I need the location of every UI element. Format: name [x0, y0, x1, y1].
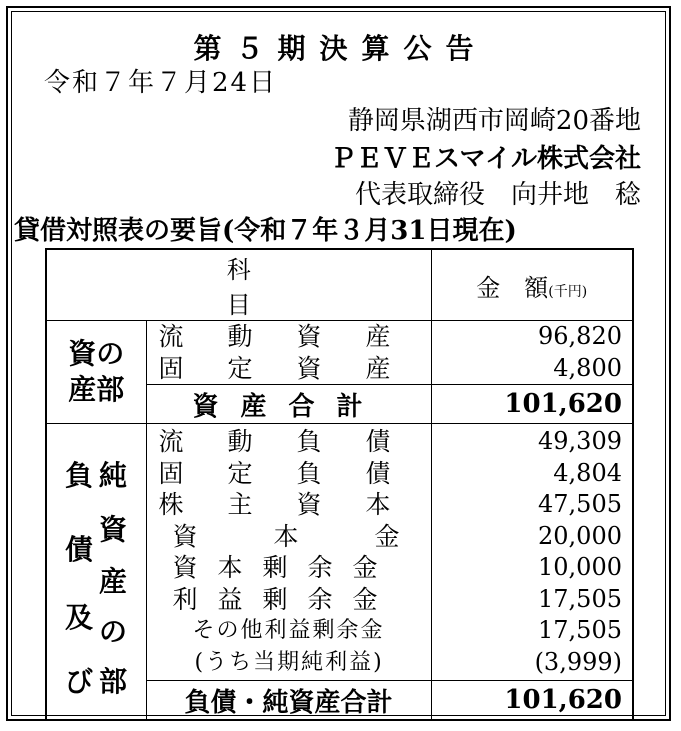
row-current-liabilities: 流動負債 [158, 427, 435, 456]
row-fixed-assets: 固定資産 [158, 353, 435, 383]
assets-label-line2: 産部 [68, 373, 125, 406]
liabilities-rows [46, 424, 633, 681]
value-shareholders-equity: 47,505 [538, 490, 622, 518]
header-unit: (千円) [548, 283, 588, 300]
row-fixed-liabilities: 固定負債 [158, 458, 435, 488]
liabilities-total-label: 負債・純資産合計 [146, 681, 431, 721]
assets-total-text: 資産合計 [192, 391, 385, 422]
assets-section-label [46, 321, 146, 424]
assets-names [146, 321, 435, 385]
liabilities-total-value: 101,620 [431, 681, 633, 721]
value-retained-earnings: 17,505 [538, 584, 622, 613]
table-header-row [46, 249, 633, 321]
value-capital-surplus: 10,000 [538, 553, 622, 581]
assets-values [431, 321, 633, 385]
header-amount-label: 金 額 [476, 273, 549, 302]
row-net-income: (うち当期純利益) [194, 649, 384, 675]
assets-total-value: 101,620 [431, 385, 633, 424]
notice-date: 令和７年７月24日 [44, 68, 278, 98]
header-amount [431, 249, 633, 321]
assets-rows [46, 321, 633, 385]
value-net-income: (3,999) [534, 647, 622, 676]
assets-total-label [146, 385, 431, 424]
liabilities-names [146, 424, 476, 681]
label-char-8: び [65, 665, 94, 698]
row-current-assets: 流動資産 [158, 322, 435, 351]
row-retained-earnings: 利益剰余金 [172, 584, 398, 614]
balance-sheet-table [45, 248, 634, 721]
header-item: 科目 [46, 249, 431, 321]
company-name: ＰＥＶＥスマイル株式会社 [330, 144, 641, 174]
label-char-1: 負 [65, 459, 94, 492]
value-current-liabilities: 49,309 [538, 427, 622, 455]
label-char-7: の [99, 615, 128, 648]
label-char-9: 部 [99, 665, 128, 698]
liabilities-values [431, 424, 633, 681]
notice-title: 第５期決算公告 [193, 32, 488, 65]
label-char-6: 及 [65, 601, 94, 634]
row-other-retained-earnings: その他利益剰余金 [192, 618, 385, 643]
balance-sheet-subtitle: 貸借対照表の要旨(令和７年３月31日現在) [14, 216, 517, 246]
representative: 代表取締役 向井地 稔 [354, 180, 641, 210]
label-char-4: 債 [65, 533, 94, 566]
row-capital-surplus: 資本剰余金 [172, 553, 398, 582]
value-current-assets: 96,820 [538, 322, 622, 350]
company-address: 静岡県湖西市岡崎20番地 [347, 106, 641, 136]
value-other-retained-earnings: 17,505 [538, 616, 622, 644]
row-shareholders-equity: 株主資本 [158, 490, 435, 519]
liabilities-section-label [46, 424, 146, 721]
liabilities-label-block [47, 424, 146, 716]
assets-label-line1: 資の [68, 337, 125, 370]
value-capital-stock: 20,000 [538, 521, 622, 550]
label-char-5: 産 [99, 565, 128, 598]
label-char-2: 純 [99, 459, 128, 492]
value-fixed-assets: 4,800 [553, 353, 622, 382]
value-fixed-liabilities: 4,804 [553, 458, 622, 487]
row-capital-stock: 資本金 [172, 521, 476, 551]
label-char-3: 資 [99, 513, 128, 546]
